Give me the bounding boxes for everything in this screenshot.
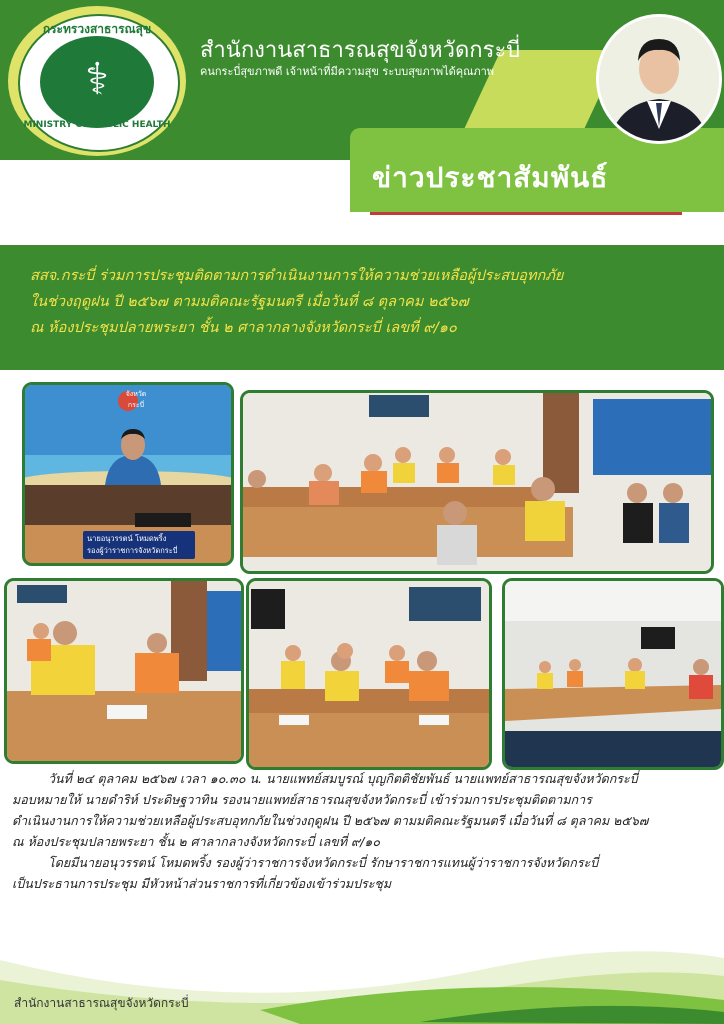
header [0,0,724,245]
headline-line: ณ ห้องประชุมปลายพระยา ชั้น ๒ ศาลากลางจังหวัดกระบี่ เลขที่ ๙/๑๐ [30,320,457,336]
person-portrait-icon [599,17,719,141]
body-line: เป็นประธานการประชุม มีหัวหน้าส่วนราชการที่เกี่ยวข้องเข้าร่วมประชุม [12,876,392,891]
body-line: ดำเนินงานการให้ความช่วยเหลือผู้ประสบอุทกภัยในช่วงฤดูฝน ปี ๒๕๖๗ ตามมติคณะรัฐมนตรี เมื่อวันที่ ๘ ตุลาคม ๒๕๖๗ [12,813,649,828]
yellow-shirt-photo-drawing [7,581,241,761]
meeting-photo-table [246,578,492,770]
meeting-photo-overview [502,578,724,770]
nameplate-name: นายอนุวรรตน์ โหมดพริ้ง [87,534,167,543]
news-label: ข่าวประชาสัมพันธ์ [372,161,609,194]
meeting-photo-yellow-shirt [4,578,244,764]
meeting-room-drawing [243,393,711,571]
meeting-photo-chairman [22,382,234,566]
footer-text: สำนักงานสาธารณสุขจังหวัดกระบี่ [14,996,189,1010]
body-line: วันที่ ๒๔ ตุลาคม ๒๕๖๗ เวลา ๑๐.๓๐ น. นายแพทย์สมบูรณ์ บุญกิตติชัยพันธ์ นายแพทย์สาธารณสุขจังหวัดกระบี่ [48,771,638,786]
table-photo-drawing [249,581,489,767]
article-body [12,768,712,894]
chairman-nameplate [83,531,195,559]
body-line: ณ ห้องประชุมปลายพระยา ชั้น ๒ ศาลากลางจังหวัดกระบี่ เลขที่ ๙/๑๐ [12,834,380,849]
nameplate-title: รองผู้ว่าราชการจังหวัดกระบี่ [87,546,178,555]
logo-text-english: MINISTRY OF PUBLIC HEALTH [23,120,171,130]
org-subtitle: คนกระบี่สุขภาพดี เจ้าหน้าที่มีความสุข ระบบสุขภาพได้คุณภาพ [200,65,495,78]
overview-photo-drawing [505,581,721,767]
headline-band [0,245,724,370]
headline-line: ในช่วงฤดูฝน ปี ๒๕๖๗ ตามมติคณะรัฐมนตรี เมื่อวันที่ ๘ ตุลาคม ๒๕๖๗ [30,294,469,310]
official-portrait [596,14,722,144]
headline [30,263,700,341]
org-title: สำนักงานสาธารณสุขจังหวัดกระบี่ [200,38,521,63]
meeting-photo-room [240,390,714,574]
headline-line: สสจ.กระบี่ ร่วมการประชุมติดตามการดำเนินงานการให้ความช่วยเหลือผู้ประสบอุทกภัย [30,268,564,284]
body-line: มอบหมายให้ นายดำริห์ ประดิษฐวาทิน รองนายแพทย์สาธารณสุขจังหวัดกระบี่ เข้าร่วมการประชุมติดตามการ [12,792,592,807]
screen-caption: จังหวัดกระบี่ [125,390,147,409]
logo-text-thai: กระทรวงสาธารณสุข [42,22,152,36]
caduceus-icon: ⚕ [85,54,109,105]
news-underline [370,212,682,215]
body-line: โดยมีนายอนุวรรตน์ โหมดพริ้ง รองผู้ว่าราชการจังหวัดกระบี่ รักษาราชการแทนผู้ว่าราชการจังหวัดกระบี่ [48,855,599,870]
